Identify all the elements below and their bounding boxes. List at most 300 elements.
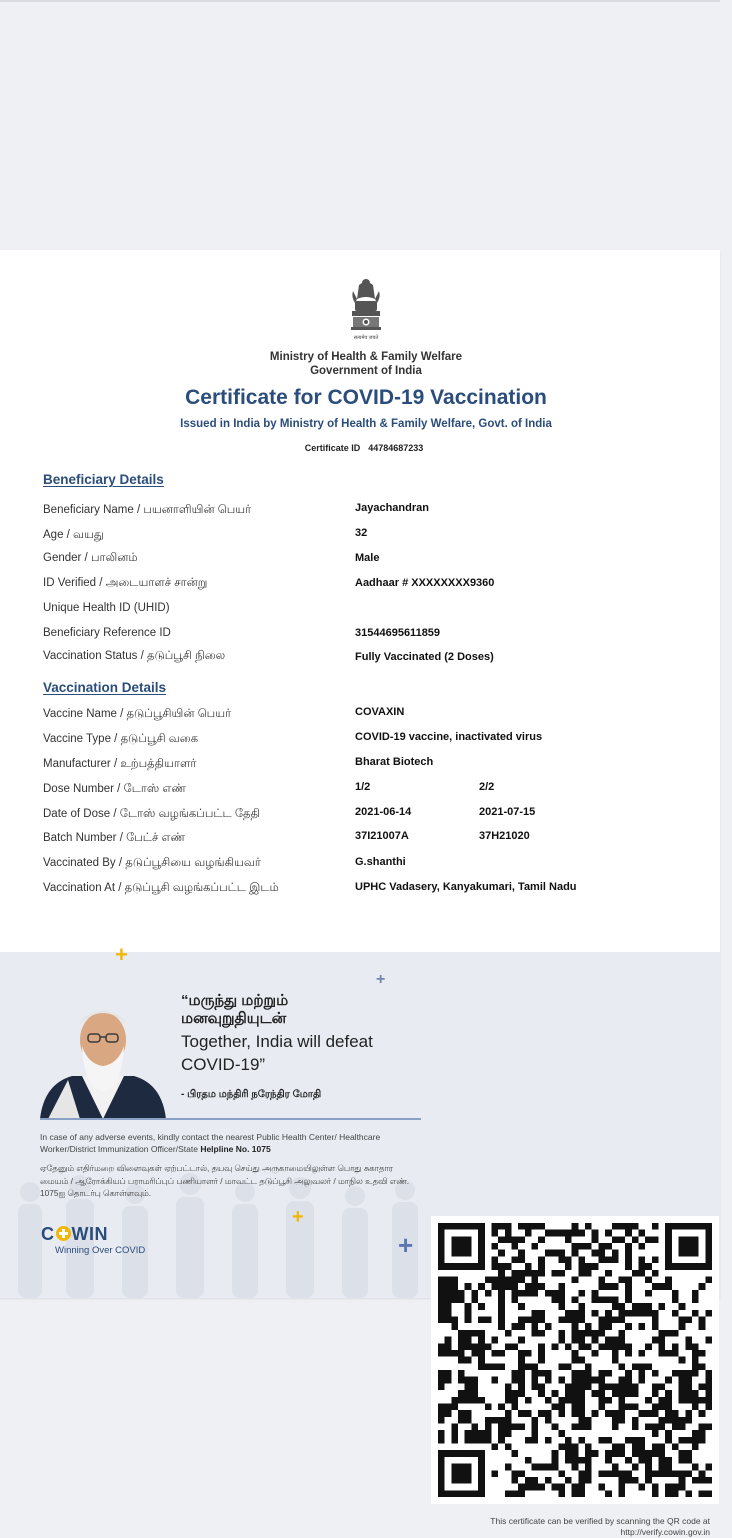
- qr-module: [538, 1236, 545, 1243]
- qr-module: [578, 1270, 585, 1277]
- qr-module: [518, 1370, 525, 1377]
- qr-module: [458, 1243, 465, 1250]
- qr-module: [585, 1423, 592, 1430]
- qr-module: [545, 1417, 552, 1424]
- qr-module: [679, 1423, 686, 1430]
- qr-module: [478, 1256, 485, 1263]
- qr-module: [645, 1236, 652, 1243]
- qr-module: [625, 1350, 632, 1357]
- qr-module: [705, 1337, 712, 1344]
- plus-decoration-icon: +: [292, 1206, 304, 1228]
- qr-module: [538, 1464, 545, 1471]
- qr-module: [705, 1236, 712, 1243]
- qr-module: [505, 1444, 512, 1451]
- qr-module: [525, 1457, 532, 1464]
- qr-module: [538, 1383, 545, 1390]
- qr-module: [458, 1417, 465, 1424]
- qr-module: [478, 1363, 485, 1370]
- qr-module: [692, 1263, 699, 1270]
- qr-module: [532, 1310, 539, 1317]
- qr-module: [672, 1350, 679, 1357]
- qr-module: [638, 1263, 645, 1270]
- qr-module: [578, 1377, 585, 1384]
- qr-module: [438, 1417, 445, 1424]
- qr-module: [598, 1377, 605, 1384]
- qr-module: [632, 1444, 639, 1451]
- qr-module: [638, 1270, 645, 1277]
- qr-module: [532, 1223, 539, 1230]
- qr-module: [705, 1230, 712, 1237]
- qr-module: [491, 1230, 498, 1237]
- qr-module: [618, 1444, 625, 1451]
- qr-module: [625, 1383, 632, 1390]
- qr-module: [692, 1390, 699, 1397]
- qr-module: [665, 1350, 672, 1357]
- qr-module: [659, 1397, 666, 1404]
- qr-module: [451, 1223, 458, 1230]
- qr-module: [558, 1270, 565, 1277]
- qr-module: [532, 1477, 539, 1484]
- qr-module: [465, 1377, 472, 1384]
- qr-module: [478, 1230, 485, 1237]
- qr-module: [692, 1363, 699, 1370]
- qr-module: [505, 1330, 512, 1337]
- certificate-footer: [0, 942, 720, 1537]
- qr-module: [625, 1243, 632, 1250]
- qr-module: [518, 1303, 525, 1310]
- qr-module: [512, 1423, 519, 1430]
- qr-module: [632, 1236, 639, 1243]
- manufacturer-label: Manufacturer / உற்பத்தியாளர்: [43, 758, 197, 770]
- qr-module: [585, 1330, 592, 1337]
- qr-module: [645, 1310, 652, 1317]
- qr-module: [598, 1330, 605, 1337]
- qr-module: [518, 1323, 525, 1330]
- qr-module: [592, 1236, 599, 1243]
- qr-module: [572, 1397, 579, 1404]
- qr-module: [598, 1470, 605, 1477]
- qr-module: [558, 1290, 565, 1297]
- qr-module: [485, 1430, 492, 1437]
- qr-module: [505, 1283, 512, 1290]
- qr-module: [578, 1397, 585, 1404]
- qr-module: [605, 1437, 612, 1444]
- qr-module: [652, 1390, 659, 1397]
- qr-module: [505, 1223, 512, 1230]
- qr-module: [592, 1330, 599, 1337]
- qr-code[interactable]: [438, 1223, 712, 1497]
- qr-module: [618, 1470, 625, 1477]
- qr-module: [438, 1243, 445, 1250]
- id-verified-label: ID Verified / அடையாளச் சான்று: [43, 577, 208, 589]
- qr-module: [478, 1223, 485, 1230]
- qr-module: [525, 1317, 532, 1324]
- qr-module: [518, 1317, 525, 1324]
- qr-module: [632, 1403, 639, 1410]
- qr-module: [572, 1230, 579, 1237]
- qr-module: [451, 1490, 458, 1497]
- qr-module: [471, 1263, 478, 1270]
- qr-module: [465, 1490, 472, 1497]
- qr-module: [618, 1450, 625, 1457]
- qr-module: [498, 1310, 505, 1317]
- qr-module: [458, 1377, 465, 1384]
- qr-module: [445, 1223, 452, 1230]
- vaccination-status-label: Vaccination Status / தடுப்பூசி நிலை: [43, 650, 226, 662]
- qr-module: [512, 1450, 519, 1457]
- qr-module: [672, 1310, 679, 1317]
- qr-module: [532, 1370, 539, 1377]
- qr-module: [672, 1263, 679, 1270]
- qr-module: [445, 1337, 452, 1344]
- qr-module: [705, 1464, 712, 1471]
- qr-module: [632, 1363, 639, 1370]
- qr-module: [512, 1390, 519, 1397]
- qr-module: [618, 1410, 625, 1417]
- qr-module: [625, 1437, 632, 1444]
- qr-module: [512, 1270, 519, 1277]
- qr-module: [578, 1484, 585, 1491]
- qr-module: [438, 1464, 445, 1471]
- qr-module: [538, 1317, 545, 1324]
- qr-module: [632, 1303, 639, 1310]
- qr-module: [438, 1236, 445, 1243]
- qr-module: [618, 1403, 625, 1410]
- qr-module: [572, 1243, 579, 1250]
- issued-by: Issued in India by Ministry of Health & Family Welfare, Govt. of India: [180, 418, 552, 430]
- qr-module: [679, 1243, 686, 1250]
- qr-module: [458, 1290, 465, 1297]
- qr-module: [572, 1457, 579, 1464]
- qr-module: [665, 1417, 672, 1424]
- qr-module: [445, 1276, 452, 1283]
- qr-module: [632, 1450, 639, 1457]
- qr-module: [652, 1337, 659, 1344]
- qr-module: [465, 1477, 472, 1484]
- qr-module: [512, 1397, 519, 1404]
- vaccine-name-label: Vaccine Name / தடுப்பூசியின் பெயர்: [43, 708, 232, 720]
- qr-module: [652, 1256, 659, 1263]
- qr-module: [471, 1423, 478, 1430]
- qr-module: [572, 1310, 579, 1317]
- qr-module: [699, 1430, 706, 1437]
- qr-module: [625, 1290, 632, 1297]
- qr-module: [558, 1397, 565, 1404]
- qr-module: [471, 1383, 478, 1390]
- qr-module: [685, 1337, 692, 1344]
- qr-module: [498, 1236, 505, 1243]
- qr-module: [451, 1397, 458, 1404]
- qr-module: [572, 1444, 579, 1451]
- qr-module: [685, 1397, 692, 1404]
- qr-module: [458, 1390, 465, 1397]
- national-emblem-icon: [343, 277, 389, 341]
- qr-module: [692, 1430, 699, 1437]
- qr-module: [679, 1370, 686, 1377]
- qr-module: [618, 1310, 625, 1317]
- qr-module: [458, 1397, 465, 1404]
- helpline-number: Helpline No. 1075: [200, 1144, 271, 1154]
- qr-module: [578, 1410, 585, 1417]
- qr-module: [592, 1337, 599, 1344]
- qr-module: [705, 1397, 712, 1404]
- qr-module: [532, 1437, 539, 1444]
- qr-module: [485, 1276, 492, 1283]
- qr-module: [451, 1470, 458, 1477]
- qr-module: [625, 1323, 632, 1330]
- qr-module: [625, 1310, 632, 1317]
- qr-module: [692, 1357, 699, 1364]
- qr-module: [652, 1283, 659, 1290]
- qr-module: [665, 1236, 672, 1243]
- qr-module: [578, 1263, 585, 1270]
- qr-module: [525, 1477, 532, 1484]
- qr-module: [525, 1363, 532, 1370]
- quote-tamil-line: மனவுறுதியுடன்: [181, 1010, 287, 1027]
- qr-module: [451, 1290, 458, 1297]
- qr-module: [538, 1410, 545, 1417]
- qr-module: [525, 1223, 532, 1230]
- qr-module: [585, 1243, 592, 1250]
- qr-module: [518, 1276, 525, 1283]
- qr-module: [679, 1377, 686, 1384]
- quote-english-line: Together, India will defeat: [181, 1032, 373, 1051]
- qr-module: [498, 1270, 505, 1277]
- qr-module: [458, 1236, 465, 1243]
- date-of-dose-label: Date of Dose / டோஸ் வழங்கப்பட்ட தேதி: [43, 808, 260, 820]
- qr-module: [512, 1323, 519, 1330]
- qr-module: [558, 1430, 565, 1437]
- qr-module: [458, 1263, 465, 1270]
- qr-module: [665, 1430, 672, 1437]
- qr-module: [565, 1317, 572, 1324]
- qr-module: [538, 1343, 545, 1350]
- beneficiary-name-value: Jayachandran: [355, 502, 429, 514]
- quote-tamil-line: “மருந்து மற்றும்: [181, 992, 289, 1009]
- qr-module: [558, 1470, 565, 1477]
- qr-module: [512, 1243, 519, 1250]
- qr-module: [705, 1256, 712, 1263]
- qr-module: [632, 1437, 639, 1444]
- qr-module: [612, 1317, 619, 1324]
- qr-module: [705, 1223, 712, 1230]
- qr-module: [705, 1310, 712, 1317]
- qr-module: [491, 1350, 498, 1357]
- qr-module: [565, 1310, 572, 1317]
- qr-module: [478, 1303, 485, 1310]
- qr-module: [532, 1323, 539, 1330]
- qr-module: [685, 1490, 692, 1497]
- qr-module: [659, 1283, 666, 1290]
- qr-module: [565, 1437, 572, 1444]
- qr-module: [679, 1323, 686, 1330]
- qr-module: [565, 1263, 572, 1270]
- qr-module: [652, 1470, 659, 1477]
- qr-module: [618, 1484, 625, 1491]
- qr-module: [458, 1350, 465, 1357]
- age-value: 32: [355, 527, 368, 539]
- qr-module: [471, 1397, 478, 1404]
- qr-module: [578, 1343, 585, 1350]
- qr-module: [465, 1303, 472, 1310]
- qr-module: [652, 1270, 659, 1277]
- vaccination-certificate: [0, 250, 720, 1537]
- qr-module: [638, 1437, 645, 1444]
- qr-module: [652, 1323, 659, 1330]
- qr-module: [685, 1377, 692, 1384]
- qr-module: [585, 1323, 592, 1330]
- qr-module: [438, 1403, 445, 1410]
- qr-module: [491, 1444, 498, 1451]
- qr-module: [532, 1317, 539, 1324]
- qr-module: [465, 1357, 472, 1364]
- qr-module: [625, 1470, 632, 1477]
- qr-module: [672, 1410, 679, 1417]
- qr-module: [471, 1450, 478, 1457]
- plus-decoration-icon: +: [115, 942, 128, 967]
- qr-module: [451, 1323, 458, 1330]
- qr-module: [665, 1397, 672, 1404]
- qr-module: [618, 1337, 625, 1344]
- qr-module: [632, 1390, 639, 1397]
- qr-module: [638, 1370, 645, 1377]
- qr-module: [665, 1410, 672, 1417]
- qr-module: [545, 1464, 552, 1471]
- qr-module: [538, 1270, 545, 1277]
- cowin-logo-rest: WIN: [71, 1224, 108, 1244]
- qr-module: [705, 1377, 712, 1384]
- qr-module: [512, 1403, 519, 1410]
- qr-module: [505, 1383, 512, 1390]
- qr-module: [552, 1343, 559, 1350]
- qr-module: [485, 1417, 492, 1424]
- qr-module: [605, 1450, 612, 1457]
- qr-module: [598, 1390, 605, 1397]
- qr-module: [538, 1484, 545, 1491]
- certificate-title: Certificate for COVID-19 Vaccination: [185, 386, 547, 409]
- qr-module: [518, 1377, 525, 1384]
- qr-module: [679, 1397, 686, 1404]
- qr-module: [451, 1243, 458, 1250]
- qr-module: [699, 1323, 706, 1330]
- qr-module: [558, 1330, 565, 1337]
- qr-module: [685, 1236, 692, 1243]
- qr-module: [491, 1363, 498, 1370]
- qr-module: [445, 1377, 452, 1384]
- qr-module: [438, 1297, 445, 1304]
- qr-module: [478, 1477, 485, 1484]
- qr-module: [471, 1297, 478, 1304]
- qr-module: [672, 1223, 679, 1230]
- qr-module: [505, 1397, 512, 1404]
- qr-module: [665, 1470, 672, 1477]
- qr-module: [618, 1343, 625, 1350]
- certificate-id-value: 44784687233: [368, 443, 424, 453]
- qr-module: [458, 1470, 465, 1477]
- qr-module: [485, 1343, 492, 1350]
- qr-module: [598, 1343, 605, 1350]
- qr-module: [445, 1263, 452, 1270]
- qr-module: [679, 1470, 686, 1477]
- qr-module: [458, 1357, 465, 1364]
- qr-module: [625, 1250, 632, 1257]
- qr-module: [512, 1276, 519, 1283]
- qr-module: [592, 1310, 599, 1317]
- qr-module: [491, 1256, 498, 1263]
- qr-module: [498, 1297, 505, 1304]
- qr-module: [532, 1484, 539, 1491]
- qr-module: [471, 1330, 478, 1337]
- qr-module: [538, 1223, 545, 1230]
- qr-module: [679, 1457, 686, 1464]
- qr-module: [659, 1464, 666, 1471]
- qr-module: [558, 1363, 565, 1370]
- qr-module: [659, 1457, 666, 1464]
- qr-module: [518, 1390, 525, 1397]
- qr-module: [525, 1397, 532, 1404]
- qr-module: [632, 1310, 639, 1317]
- qr-module: [625, 1283, 632, 1290]
- qr-module: [438, 1377, 445, 1384]
- qr-module: [659, 1383, 666, 1390]
- qr-module: [532, 1330, 539, 1337]
- qr-module: [445, 1370, 452, 1377]
- qr-module: [638, 1323, 645, 1330]
- qr-module: [558, 1444, 565, 1451]
- qr-module: [498, 1290, 505, 1297]
- qr-module: [638, 1350, 645, 1357]
- qr-module: [592, 1230, 599, 1237]
- qr-module: [665, 1263, 672, 1270]
- qr-module: [512, 1370, 519, 1377]
- qr-module: [498, 1303, 505, 1310]
- qr-module: [645, 1457, 652, 1464]
- qr-module: [451, 1450, 458, 1457]
- qr-module: [652, 1423, 659, 1430]
- qr-module: [572, 1403, 579, 1410]
- batch-number-2: 37H21020: [479, 830, 530, 842]
- qr-module: [672, 1484, 679, 1491]
- qr-module: [498, 1363, 505, 1370]
- qr-module: [478, 1343, 485, 1350]
- qr-module: [679, 1477, 686, 1484]
- qr-module: [552, 1464, 559, 1471]
- adverse-events-text: In case of any adverse events, kindly contact the nearest Public Health Center/ Healthcare Worker/District Immunization Officer/State: [40, 1132, 381, 1154]
- qr-module: [699, 1490, 706, 1497]
- qr-module: [618, 1276, 625, 1283]
- qr-module: [605, 1370, 612, 1377]
- qr-module: [618, 1417, 625, 1424]
- qr-module: [625, 1223, 632, 1230]
- qr-module: [692, 1310, 699, 1317]
- qr-module: [692, 1223, 699, 1230]
- qr-module: [578, 1390, 585, 1397]
- qr-module: [485, 1403, 492, 1410]
- qr-module: [652, 1490, 659, 1497]
- qr-module: [451, 1236, 458, 1243]
- qr-module: [679, 1357, 686, 1364]
- adverse-events-notice-tamil: ஏதேனும் எதிர்மறை விளைவுகள் ஏற்பட்டால், தயவு செய்து அருகாமையிலுள்ள பொது சுகாதார மையம் / ஆரோக்கியப் பராமரிப்புப் பணியாளர் / மாவட்ட தடுப்பூசி அலுவலர் / மாநில உதவி எண். 1075ஐ தொடர்பு கொள்ளவும்.: [40, 1163, 410, 1198]
- verification-url: http://verify.cowin.gov.in: [620, 1527, 710, 1537]
- qr-module: [438, 1457, 445, 1464]
- qr-module: [505, 1417, 512, 1424]
- qr-module: [625, 1256, 632, 1263]
- quote-author: - பிரதம மந்திரி நரேந்திர மோதி: [181, 1089, 322, 1100]
- qr-module: [665, 1243, 672, 1250]
- qr-module: [612, 1250, 619, 1257]
- qr-module: [685, 1390, 692, 1397]
- qr-module: [572, 1410, 579, 1417]
